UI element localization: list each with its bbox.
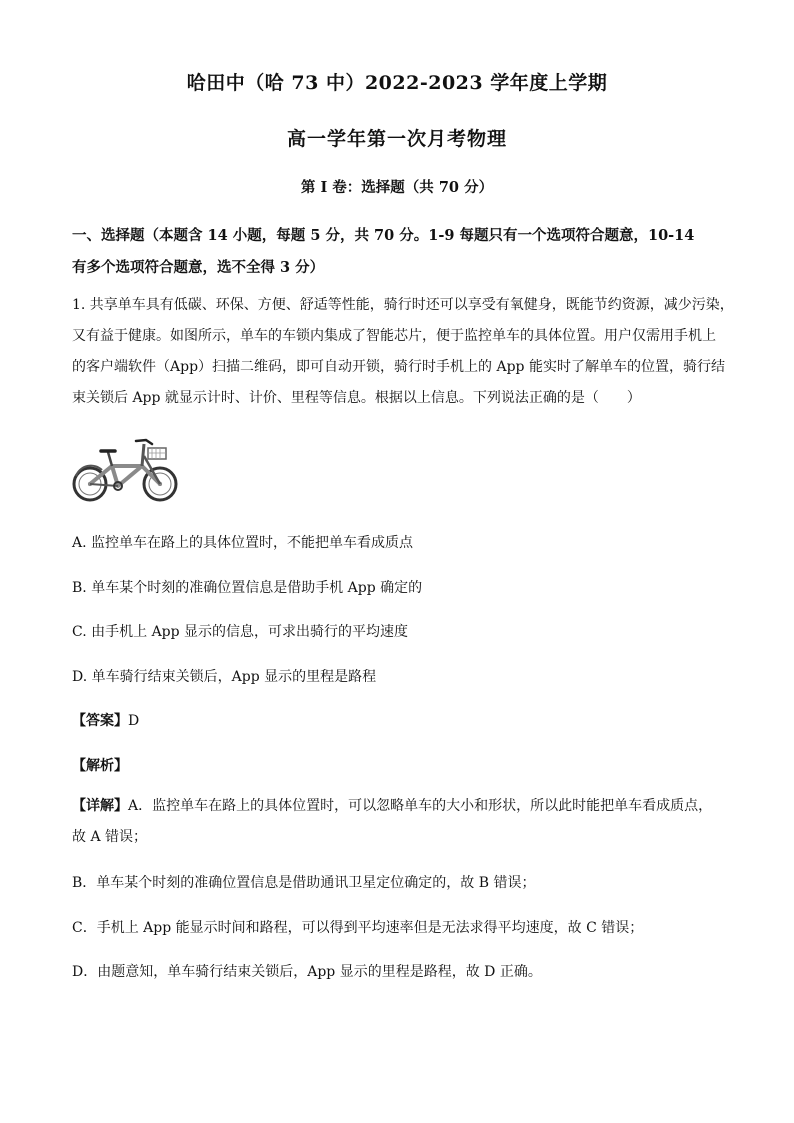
instructions-line: 一、选择题（本题含 14 小题，每题 5 分，共 70 分。1-9 每题只有一个选项符合题意，10-14 <box>72 227 695 244</box>
question-line: 束关锁后 App 就显示计时、计价、里程等信息。根据以上信息。下列说法正确的是（ ） <box>72 390 641 406</box>
analysis-line-c: C．手机上 App 能显示时间和路程，可以得到平均速率但是无法求得平均速度，故 C 错误； <box>72 920 644 936</box>
analysis-line-b: B．单车某个时刻的准确位置信息是借助通讯卫星定位确定的，故 B 错误； <box>72 875 536 891</box>
detail-label: 【详解】 <box>72 798 128 814</box>
page-subtitle: 高一学年第一次月考物理 <box>286 128 507 150</box>
answer-row <box>72 710 139 730</box>
answer-label: 【答案】 <box>72 713 128 729</box>
question-line: 1. 共享单车具有低碳、环保、方便、舒适等性能，骑行时还可以享受有氧健身，既能节约资源，减少污染， <box>72 297 734 313</box>
instructions-line: 有多个选项符合题意，选不全得 3 分） <box>72 259 325 276</box>
analysis-heading <box>72 755 128 775</box>
section-instructions <box>72 220 732 284</box>
page-title: 哈田中（哈 73 中）2022-2023 学年度上学期 <box>186 72 608 94</box>
option-c: C. 由手机上 App 显示的信息，可求出骑行的平均速度 <box>72 624 409 640</box>
analysis-detail <box>72 791 734 853</box>
section-title: 第 I 卷：选择题（共 70 分） <box>300 179 494 196</box>
analysis-line-d: D．由题意知，单车骑行结束关锁后，App 显示的里程是路程，故 D 正确。 <box>72 964 542 980</box>
analysis-label: 【解析】 <box>72 758 128 774</box>
option-d: D. 单车骑行结束关锁后，App 显示的里程是路程 <box>72 669 377 685</box>
question-line: 又有益于健康。如图所示，单车的车锁内集成了智能芯片，便于监控单车的具体位置。用户仅需用手机上 <box>72 328 716 344</box>
question-line: 的客户端软件（App）扫描二维码，即可自动开锁，骑行时手机上的 App 能实时了解单车的位置，骑行结 <box>72 359 725 375</box>
bicycle-image <box>72 432 180 508</box>
question-stem <box>72 290 734 414</box>
analysis-text: A．监控单车在路上的具体位置时，可以忽略单车的大小和形状，所以此时能把单车看成质点， <box>128 798 713 814</box>
analysis-line-a <box>72 791 734 822</box>
analysis-line-a-cont: 故 A 错误； <box>72 829 148 845</box>
option-a: A. 监控单车在路上的具体位置时，不能把单车看成质点 <box>72 535 414 551</box>
option-b: B. 单车某个时刻的准确位置信息是借助手机 App 确定的 <box>72 580 423 596</box>
answer-value: D <box>128 713 140 729</box>
